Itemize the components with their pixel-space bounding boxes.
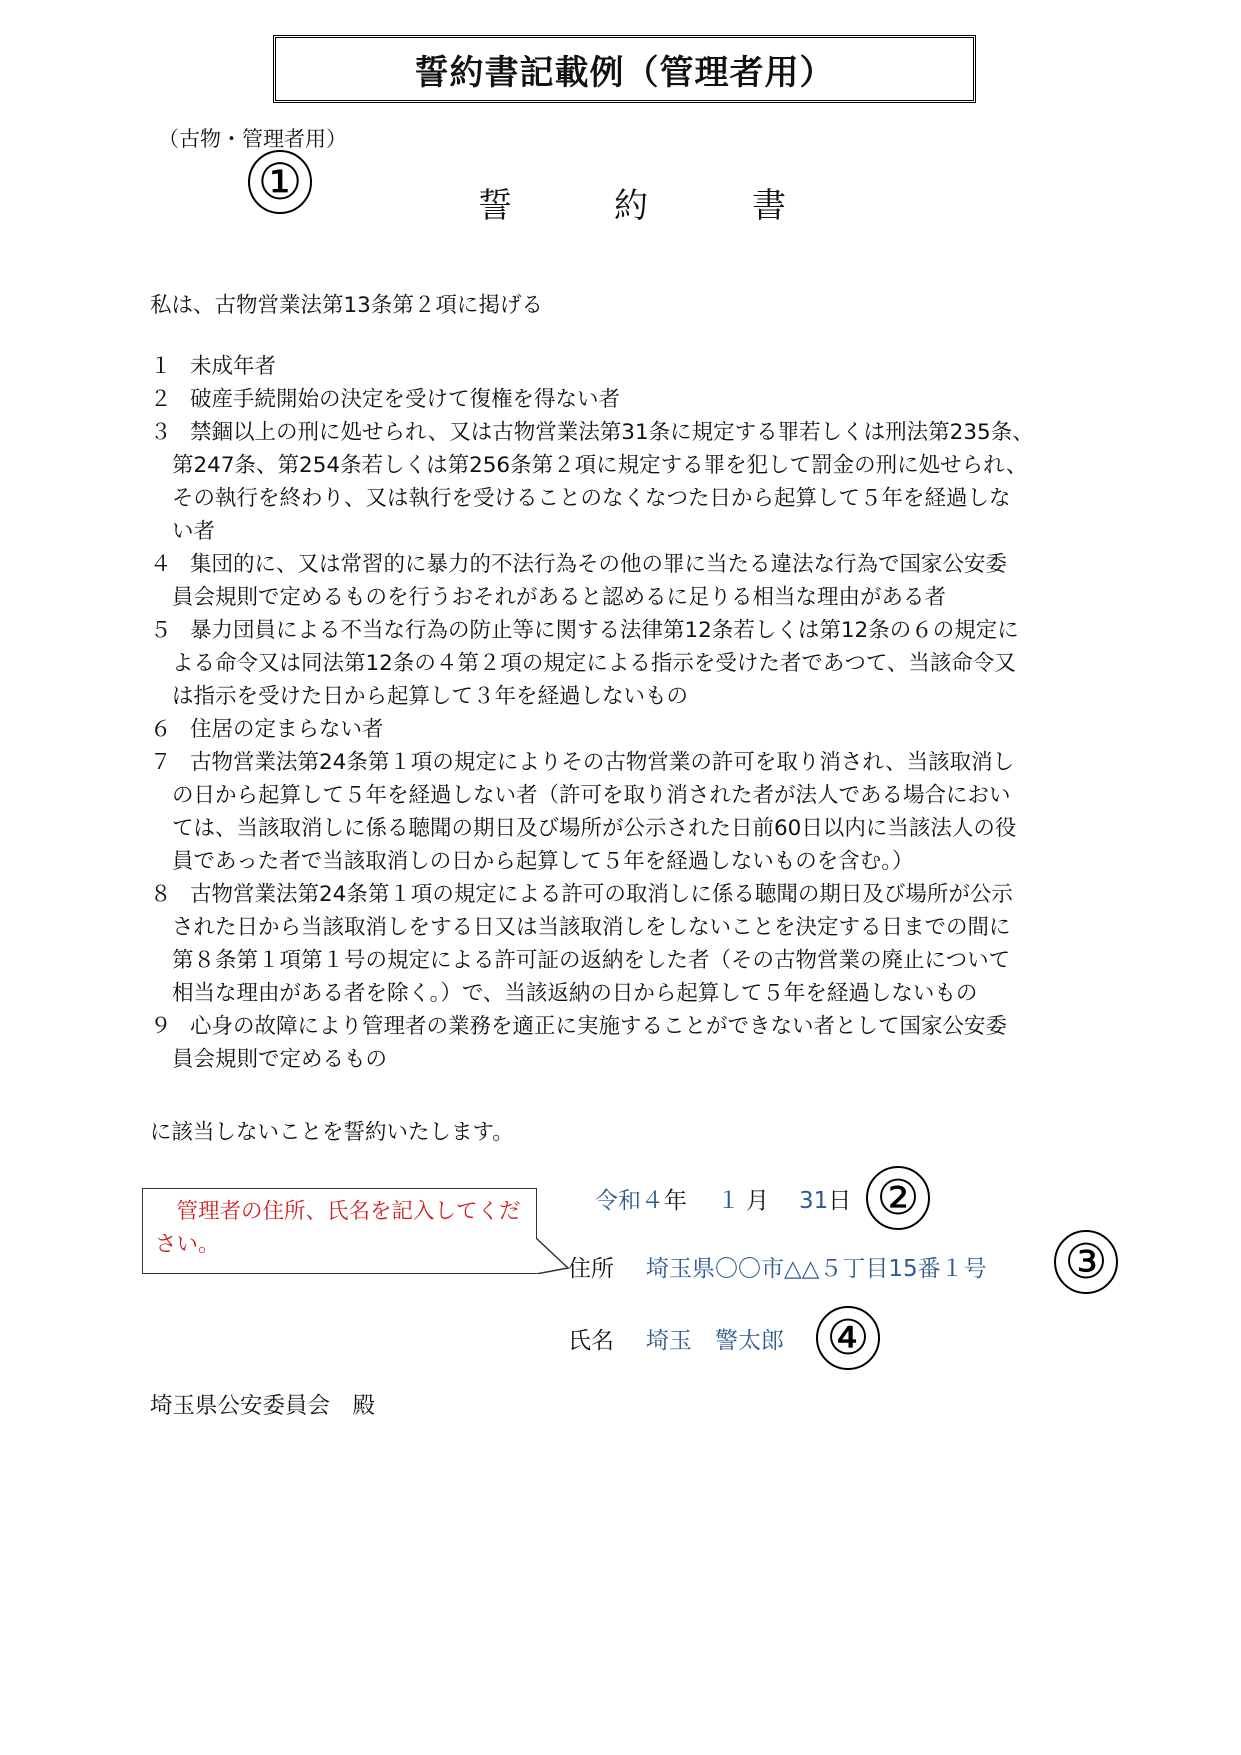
list-item-line	[150, 1043, 1110, 1076]
heading-char-3: 書	[752, 186, 786, 226]
list-item-line	[150, 713, 1110, 746]
heading-char-2: 約	[614, 186, 648, 226]
closing-text: に該当しないことを誓約いたします。	[150, 1120, 514, 1145]
list-item-line	[150, 680, 1110, 713]
list-item-text-continued: 員会規則で定めるものを行うおそれがあると認めるに足りる相当な理由がある者	[172, 585, 947, 610]
list-item-text: 未成年者	[190, 354, 277, 379]
list-item-text: 禁錮以上の刑に処せられ、又は古物営業法第31条に規定する罪若しくは刑法第235条、	[190, 420, 1034, 445]
date-year: ４	[641, 1188, 664, 1214]
list-item-line	[150, 581, 1110, 614]
disqualification-list	[150, 350, 1110, 1076]
list-item-text: 集団的に、又は常習的に暴力的不法行為その他の罪に当たる違法な行為で国家公安委	[190, 552, 1008, 577]
date-month-unit: 月	[746, 1188, 769, 1214]
list-item-number: ８	[150, 882, 172, 907]
date-era: 令和	[595, 1188, 641, 1214]
list-item-text-continued: 員であった者で当該取消しの日から起算して５年を経過しないものを含む。）	[172, 849, 914, 874]
document-subtitle: （古物・管理者用）	[158, 127, 347, 151]
list-item-line	[150, 1010, 1110, 1043]
intro-text: 私は、古物営業法第13条第２項に掲げる	[150, 293, 543, 318]
marker-4: ④	[816, 1306, 880, 1370]
list-item-text-continued: された日から当該取消しをする日又は当該取消しをしないことを決定する日までの間に	[172, 915, 1011, 940]
list-item-number: ３	[150, 420, 172, 445]
note-callout-pointer	[536, 1232, 570, 1274]
list-item-text: 住居の定まらない者	[190, 717, 384, 742]
date-year-unit: 年	[664, 1188, 687, 1214]
heading-char-1: 誓	[478, 186, 512, 226]
list-item-text: 暴力団員による不当な行為の防止等に関する法律第12条若しくは第12条の６の規定に	[190, 618, 1019, 643]
list-item-line	[150, 746, 1110, 779]
list-item-text-continued: い者	[172, 519, 216, 544]
list-item-text: 古物営業法第24条第１項の規定による許可の取消しに係る聴聞の期日及び場所が公示	[190, 882, 1013, 907]
name-value: 埼玉 警太郎	[646, 1328, 784, 1354]
addressee: 埼玉県公安委員会 殿	[150, 1393, 376, 1419]
list-item-number: ６	[150, 717, 172, 742]
list-item-text-continued: は指示を受けた日から起算して３年を経過しないもの	[172, 684, 689, 709]
list-item-number: １	[150, 354, 172, 379]
list-item-text: 破産手続開始の決定を受けて復権を得ない者	[190, 387, 621, 412]
list-item-line	[150, 779, 1110, 812]
marker-2: ②	[866, 1166, 930, 1230]
list-item-number: ２	[150, 387, 172, 412]
list-item-number: ４	[150, 552, 172, 577]
list-item-number: ７	[150, 750, 172, 775]
list-item-line	[150, 911, 1110, 944]
list-item-line	[150, 416, 1110, 449]
list-item-text-continued: 第247条、第254条若しくは第256条第２項に規定する罪を犯して罰金の刑に処せられ、	[172, 453, 1028, 478]
list-item-line	[150, 944, 1110, 977]
list-item-text-continued: その執行を終わり、又は執行を受けることのなくなつた日から起算して５年を経過しな	[172, 486, 1011, 511]
list-item-line	[150, 482, 1110, 515]
address-value: 埼玉県〇〇市△△５丁目15番１号	[646, 1256, 987, 1282]
list-item-text-continued: 相当な理由がある者を除く。）で、当該返納の日から起算して５年を経過しないもの	[172, 981, 978, 1006]
list-item-number: ５	[150, 618, 172, 643]
document-title: 誓約書記載例（管理者用）	[273, 35, 976, 103]
list-item-line	[150, 977, 1110, 1010]
list-item-line	[150, 812, 1110, 845]
list-item-text: 心身の故障により管理者の業務を適正に実施することができない者として国家公安委	[190, 1014, 1008, 1039]
list-item-text-continued: の日から起算して５年を経過しない者（許可を取り消された者が法人である場合におい	[172, 783, 1011, 808]
list-item-line	[150, 647, 1110, 680]
list-item-text-continued: ては、当該取消しに係る聴聞の期日及び場所が公示された日前60日以内に当該法人の役	[172, 816, 1017, 841]
list-item-line	[150, 614, 1110, 647]
instruction-note: 管理者の住所、氏名を記入してください。	[142, 1188, 537, 1274]
date-line	[595, 1182, 851, 1215]
list-item-text-continued: よる命令又は同法第12条の４第２項の規定による指示を受けた者であつて、当該命令又	[172, 651, 1016, 676]
date-month: １	[717, 1188, 740, 1214]
list-item-text-continued: 員会規則で定めるもの	[172, 1047, 388, 1072]
list-item-text-continued: 第８条第１項第１号の規定による許可証の返納をした者（その古物営業の廃止について	[172, 948, 1011, 973]
list-item-line	[150, 878, 1110, 911]
list-item-line	[150, 449, 1110, 482]
list-item-line	[150, 383, 1110, 416]
list-item-line	[150, 548, 1110, 581]
list-item-line	[150, 350, 1110, 383]
list-item-number: ９	[150, 1014, 172, 1039]
date-day-unit: 日	[828, 1188, 852, 1214]
list-item-text: 古物営業法第24条第１項の規定によりその古物営業の許可を取り消され、当該取消し	[190, 750, 1015, 775]
list-item-line	[150, 845, 1110, 878]
name-label: 氏名	[568, 1328, 614, 1354]
list-item-line	[150, 515, 1110, 548]
date-day: 31	[799, 1188, 829, 1214]
address-label: 住所	[568, 1256, 614, 1282]
marker-1: ①	[248, 150, 312, 214]
marker-3: ③	[1054, 1230, 1118, 1294]
